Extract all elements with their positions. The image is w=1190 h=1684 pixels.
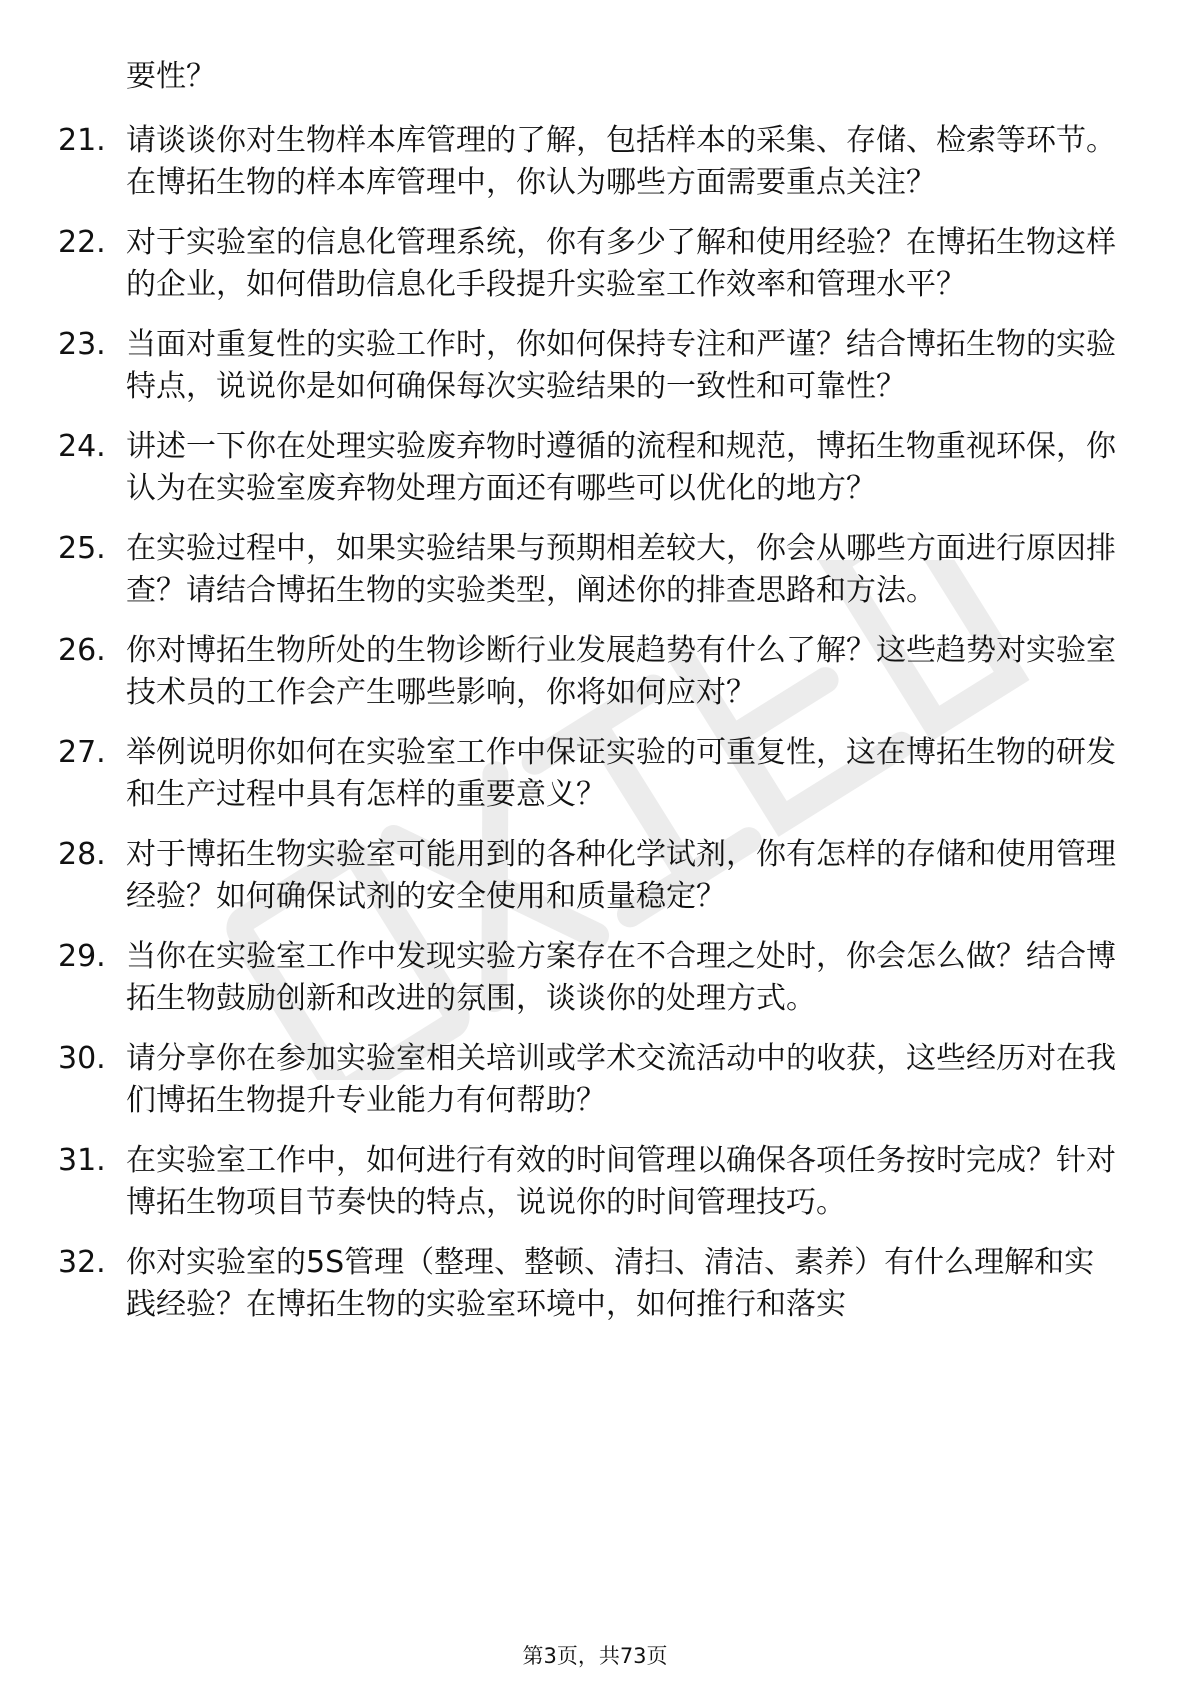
question-text: 你对实验室的5S管理（整理、整顿、清扫、清洁、素养）有什么理解和实践经验？在博拓生物的实验室环境中，如何推行和落实 [126, 1245, 1095, 1322]
question-number: 31. [58, 1143, 106, 1178]
question-item [58, 426, 1118, 510]
question-text: 请谈谈你对生物样本库管理的了解，包括样本的采集、存储、检索等环节。在博拓生物的样本库管理中，你认为哪些方面需要重点关注？ [126, 123, 1116, 200]
question-item [58, 528, 1118, 612]
question-text: 当你在实验室工作中发现实验方案存在不合理之处时，你会怎么做？结合博拓生物鼓励创新和改进的氛围，谈谈你的处理方式。 [126, 939, 1116, 1016]
question-number: 30. [58, 1041, 106, 1076]
question-item [58, 222, 1118, 306]
question-text: 对于实验室的信息化管理系统，你有多少了解和使用经验？在博拓生物这样的企业，如何借助信息化手段提升实验室工作效率和管理水平？ [126, 225, 1116, 302]
question-list [58, 120, 1118, 1344]
question-text: 举例说明你如何在实验室工作中保证实验的可重复性，这在博拓生物的研发和生产过程中具有怎样的重要意义？ [126, 735, 1116, 812]
question-item [58, 936, 1118, 1020]
question-text: 在实验室工作中，如何进行有效的时间管理以确保各项任务按时完成？针对博拓生物项目节奏快的特点，说说你的时间管理技巧。 [126, 1143, 1116, 1220]
question-number: 29. [58, 939, 106, 974]
question-number: 21. [58, 123, 106, 158]
question-number: 26. [58, 633, 106, 668]
question-number: 25. [58, 531, 106, 566]
question-item [58, 120, 1118, 204]
question-text: 请分享你在参加实验室相关培训或学术交流活动中的收获，这些经历对在我们博拓生物提升专业能力有何帮助？ [126, 1041, 1116, 1118]
question-item [58, 1038, 1118, 1122]
question-number: 27. [58, 735, 106, 770]
question-item [58, 1140, 1118, 1224]
page-footer: 第3页，共73页 [522, 1644, 668, 1668]
question-item [58, 1242, 1118, 1326]
question-text: 对于博拓生物实验室可能用到的各种化学试剂，你有怎样的存储和使用管理经验？如何确保试剂的安全使用和质量稳定？ [126, 837, 1116, 914]
question-item [58, 324, 1118, 408]
question-number: 32. [58, 1245, 106, 1280]
question-item [58, 834, 1118, 918]
question-text: 讲述一下你在处理实验废弃物时遵循的流程和规范，博拓生物重视环保，你认为在实验室废弃物处理方面还有哪些可以优化的地方？ [126, 429, 1116, 506]
question-number: 22. [58, 225, 106, 260]
question-text: 在实验过程中，如果实验结果与预期相差较大，你会从哪些方面进行原因排查？请结合博拓生物的实验类型，阐述你的排查思路和方法。 [126, 531, 1116, 608]
question-text: 当面对重复性的实验工作时，你如何保持专注和严谨？结合博拓生物的实验特点，说说你是如何确保每次实验结果的一致性和可靠性？ [126, 327, 1116, 404]
question-text: 你对博拓生物所处的生物诊断行业发展趋势有什么了解？这些趋势对实验室技术员的工作会产生哪些影响，你将如何应对？ [126, 633, 1116, 710]
question-item [58, 732, 1118, 816]
continuation-text: 要性？ [126, 59, 216, 94]
question-number: 24. [58, 429, 106, 464]
question-number: 23. [58, 327, 106, 362]
question-number: 28. [58, 837, 106, 872]
question-item [58, 630, 1118, 714]
